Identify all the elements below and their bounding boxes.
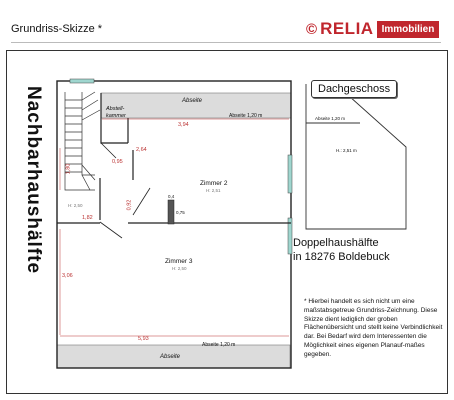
abseite-top-dimension: Abseite 1,20 m xyxy=(229,113,263,119)
abstellkammer-label: Abstell- kammer xyxy=(106,106,126,119)
logo-sub: Immobilien xyxy=(377,21,440,38)
staircase xyxy=(65,92,100,190)
dim-092: 0,92 xyxy=(126,199,133,211)
abseite-bottom-label: Abseite xyxy=(160,354,181,360)
abseite-bottom-dimension: Abseite 1,20 m xyxy=(202,342,236,348)
zimmer2-label: Zimmer 2 xyxy=(200,180,228,187)
copyright-icon: © xyxy=(306,20,318,38)
window-right-1 xyxy=(288,155,292,193)
flur-height: H: 2,50 xyxy=(68,203,83,208)
property-type: Doppelhaushälfte xyxy=(293,237,379,249)
roof-section xyxy=(306,84,406,229)
dim-306: 3,06 xyxy=(62,273,73,279)
abseite-top-label: Abseite xyxy=(182,98,203,104)
chimney xyxy=(168,200,174,224)
dim-075: 0,75 xyxy=(176,210,185,215)
dim-04: 0,4 xyxy=(168,194,175,199)
logo-brand: RELIA xyxy=(320,19,374,38)
dim-095: 0,95 xyxy=(112,159,123,165)
page-title: Grundriss-Skizze * xyxy=(11,23,103,35)
zimmer3-label: Zimmer 3 xyxy=(165,258,193,265)
dim-593: 5,93 xyxy=(138,336,149,342)
dimension-lines xyxy=(60,119,289,336)
door-zimmer2 xyxy=(133,188,150,215)
section-height: H.: 2,51 m xyxy=(336,148,357,153)
door-abstell xyxy=(101,143,116,158)
zimmer2-height: H: 2,51 xyxy=(206,188,221,193)
window-top xyxy=(70,79,94,83)
dim-264: 2,64 xyxy=(136,147,147,153)
property-location: in 18276 Boldebuck xyxy=(293,251,390,263)
dim-182: 1,82 xyxy=(82,215,93,221)
section-abseite-dimension: Abseite 1,20 m xyxy=(315,116,346,121)
dim-top-width: 3,94 xyxy=(178,122,189,128)
dim-180: 1,80 xyxy=(65,163,72,175)
neighbour-label: Nachbarhaushälfte xyxy=(23,86,44,275)
abseite-top-area xyxy=(101,93,291,118)
property-description xyxy=(293,236,390,264)
floor-label: Dachgeschoss xyxy=(311,80,397,98)
door-zimmer3 xyxy=(100,222,122,238)
zimmer3-height: H: 2,50 xyxy=(172,266,187,271)
disclaimer-note: * Hierbei handelt es sich nicht um eine maßstabsgetreue Grundriss-Zeichnung. Diese Skizze dient lediglich der groben Flächenübersicht und stellt keine Verbindlichkeit dar. Bei Bedarf wird dem Interessenten die Möglichkeit eines eigenen Planauf-maßes gegeben. xyxy=(304,298,443,358)
outer-walls xyxy=(57,81,291,368)
